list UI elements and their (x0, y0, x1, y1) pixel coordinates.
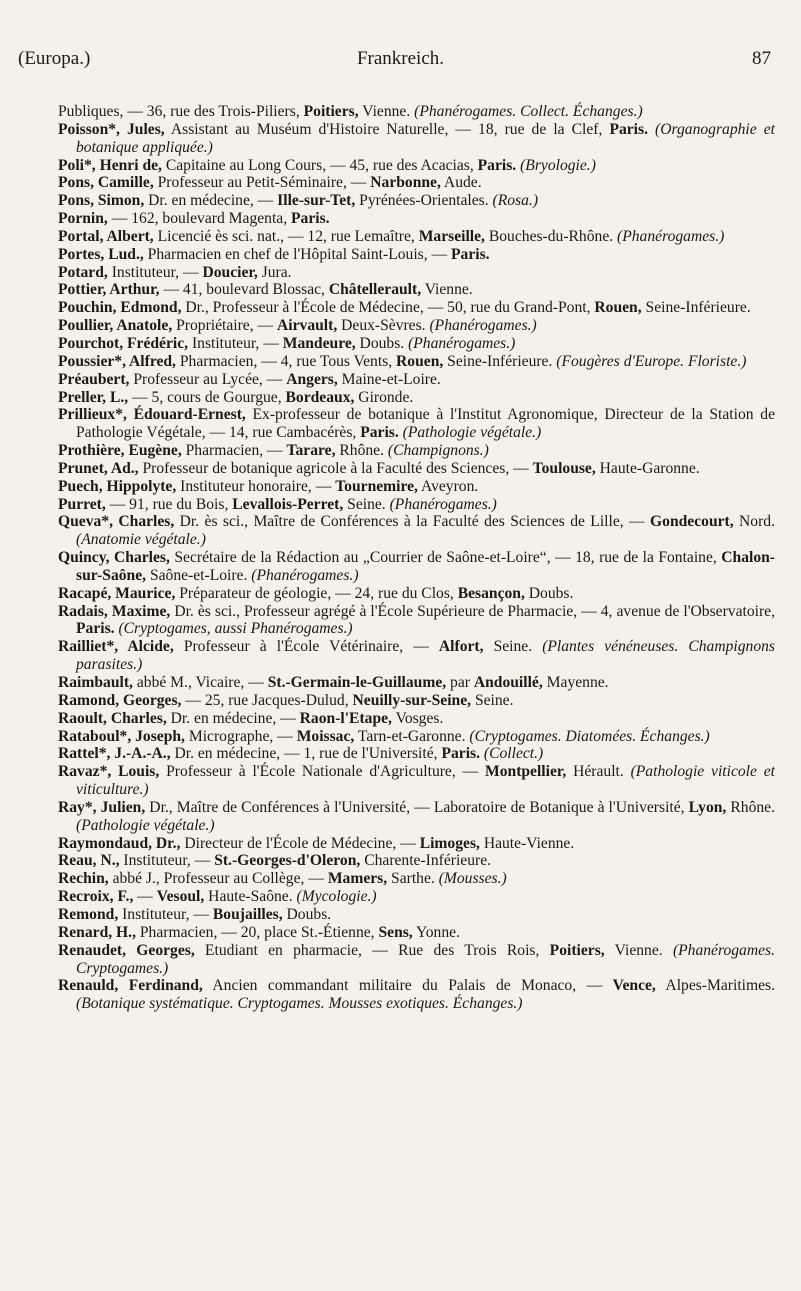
directory-entry (58, 264, 775, 282)
directory-entry (58, 406, 775, 442)
directory-entry (58, 460, 775, 478)
entry-name-or-place: Rouen, (594, 299, 642, 317)
entry-text: Instituteur, — (188, 334, 283, 352)
entry-text: Haute-Saône. (204, 888, 297, 906)
entry-specialty: (Plantes vénéneuses. Champignons parasites.) (76, 638, 775, 674)
entry-specialty: (Fougères d'Europe. Floriste.) (556, 352, 747, 370)
entry-name-or-place: Pornin, (58, 210, 108, 228)
directory-entry (58, 496, 775, 514)
entry-specialty: (Cryptogames. Diatomées. Échanges.) (469, 727, 710, 745)
entry-text: Ex-professeur de botanique à l'Institut Agronomique, Directeur de la Station de Pathologie Végétale, — 14, rue Cambacérès, (76, 406, 775, 442)
entry-name-or-place: Airvault, (277, 317, 338, 335)
directory-entry (58, 371, 775, 389)
entry-name-or-place: St.-Germain-le-Guillaume, (267, 674, 447, 691)
entry-text: Alpes-Maritimes. (655, 977, 775, 995)
entry-text (648, 121, 655, 138)
entry-text: Maine-et-Loire. (337, 370, 441, 388)
entry-text: — 162, boulevard Magenta, (107, 210, 292, 228)
entry-name-or-place: Paris. (76, 620, 115, 638)
entry-name-or-place: Remond, (58, 905, 119, 923)
entry-text: Sarthe. (387, 870, 439, 888)
entry-name-or-place: Sens, (378, 923, 413, 941)
entry-name-or-place: Renauld, Ferdinand, (58, 977, 203, 995)
entry-name-or-place: Rechin, (58, 870, 109, 888)
entry-text: abbé M., Vicaire, — (132, 674, 268, 691)
entry-name-or-place: Pottier, Arthur, (58, 281, 160, 299)
entry-text: Seine-Inférieure. (443, 352, 557, 370)
entry-text: Capitaine au Long Cours, — 45, rue des Acacias, (161, 156, 478, 174)
entry-name-or-place: Paris. (441, 745, 480, 763)
entry-name-or-place: Châtellerault, (328, 281, 422, 299)
entry-text: Saône-et-Loire. (146, 566, 252, 584)
entry-name-or-place: Ramond, Georges, (58, 691, 182, 709)
directory-entry (58, 513, 775, 549)
directory-entry (58, 638, 775, 674)
entry-text: Préparateur de géologie, — 24, rue du Clos, (175, 584, 458, 602)
entry-text: Bouches-du-Rhône. (484, 227, 618, 245)
entry-text: — 91, rue du Bois, (105, 495, 233, 513)
entry-name-or-place: Rattel*, J.-A.-A., (58, 745, 171, 763)
entry-text: Seine. (343, 495, 390, 513)
entry-text: Dr. en médecine, — (144, 192, 278, 210)
page-number: 87 (752, 48, 771, 69)
directory-entry (58, 281, 775, 299)
entry-name-or-place: Paris. (451, 245, 490, 263)
directory-entry (58, 174, 775, 192)
entry-name-or-place: Puech, Hippolyte, (58, 477, 177, 495)
entry-name-or-place: Levallois-Perret, (232, 495, 344, 513)
entry-name-or-place: Mandeure, (282, 334, 356, 352)
entry-text: Pharmacien, — 20, place St.-Étienne, (135, 923, 379, 941)
directory-entry (58, 192, 775, 210)
entry-text: Dr., Professeur à l'École de Médecine, — 50, rue du Grand-Pont, (181, 299, 595, 317)
entry-specialty: (Champignons.) (387, 442, 489, 460)
entry-text: Vienne. (604, 941, 673, 959)
entry-name-or-place: Rataboul*, Joseph, (58, 727, 185, 745)
entry-text: Instituteur, — (118, 905, 213, 923)
entry-text: Etudiant en pharmacie, — Rue des Trois Rois, (194, 941, 550, 959)
entry-specialty: (Organographie et botanique appliquée.) (76, 120, 775, 156)
entry-text: Secrétaire de la Rédaction au „Courrier de Saône-et-Loire“, — 18, rue de la Fontaine, (169, 549, 722, 567)
entry-specialty: (Phanérogames.) (251, 566, 359, 584)
entry-name-or-place: Preller, L., (58, 388, 129, 406)
directory-entry (58, 977, 775, 1013)
entry-specialty: (Collect.) (483, 745, 544, 763)
entry-name-or-place: Renaudet, Georges, (58, 941, 195, 959)
entry-name-or-place: Narbonne, (370, 174, 441, 192)
entry-text: Professeur à l'École Nationale d'Agriculture, — (159, 763, 485, 781)
directory-entry (58, 603, 775, 639)
entry-text: Vosges. (391, 709, 444, 727)
entry-specialty: (Cryptogames, aussi Phanérogames.) (118, 620, 353, 638)
entry-name-or-place: Poussier*, Alfred, (58, 352, 176, 370)
entry-name-or-place: Ille-sur-Tet, (277, 192, 356, 210)
entry-name-or-place: Potard, (58, 263, 108, 281)
directory-entry (58, 549, 775, 585)
entry-specialty: (Bryologie.) (520, 156, 596, 174)
entry-name-or-place: Andouillé, (473, 674, 543, 691)
entry-name-or-place: Railliet*, Alcide, (58, 638, 174, 656)
entry-text: Mayenne. (542, 674, 609, 691)
entry-specialty: (Phanérogames.) (408, 334, 516, 352)
directory-entry (58, 710, 775, 728)
entry-name-or-place: Poisson*, Jules, (58, 120, 165, 138)
entry-name-or-place: Raimbault, (58, 674, 133, 691)
entry-specialty: (Pathologie végétale.) (76, 816, 215, 834)
entry-name-or-place: Alfort, (438, 638, 484, 656)
entry-text: Professeur au Petit-Séminaire, — (153, 174, 371, 192)
directory-entry (58, 763, 775, 799)
entry-name-or-place: Toulouse, (532, 459, 596, 477)
entry-text: Doubs. (355, 334, 409, 352)
entry-text: Vienne. (358, 103, 415, 120)
directory-entry (58, 692, 775, 710)
entry-name-or-place: Prillieux*, Édouard-Ernest, (58, 406, 246, 424)
entry-name-or-place: Vence, (612, 977, 656, 995)
entry-text: Seine. (483, 638, 543, 656)
entry-name-or-place: Paris. (609, 120, 648, 138)
entry-text: Aude. (440, 174, 482, 192)
entry-name-or-place: Préaubert, (58, 370, 130, 388)
entry-name-or-place: Bordeaux, (285, 388, 355, 406)
entry-name-or-place: St.-Georges-d'Oleron, (214, 852, 361, 870)
entry-text: Doubs. (282, 905, 332, 923)
entry-text: Instituteur honoraire, — (176, 477, 336, 495)
entry-name-or-place: Portal, Albert, (58, 227, 154, 245)
directory-entry (58, 210, 775, 228)
directory-entry (58, 353, 775, 371)
directory-entry (58, 157, 775, 175)
entry-text: Yonne. (412, 923, 460, 941)
entry-specialty: (Phanérogames. Collect. Échanges.) (414, 103, 643, 120)
entry-specialty: (Pathologie viticole et viticulture.) (76, 763, 775, 799)
entry-text: Pharmacien, — 4, rue Tous Vents, (175, 352, 397, 370)
entry-name-or-place: Radais, Maxime, (58, 602, 171, 620)
directory-entry (58, 103, 775, 121)
directory-entry (58, 852, 775, 870)
entry-name-or-place: Prothière, Eugène, (58, 442, 182, 460)
entry-name-or-place: Chalon-sur-Saône, (76, 549, 775, 584)
header-region: (Europa.) (18, 48, 91, 69)
directory-entry (58, 942, 775, 978)
directory-entry (58, 728, 775, 746)
entry-text: Seine-Inférieure. (641, 299, 751, 317)
entry-text: Vienne. (421, 281, 473, 299)
entry-name-or-place: Quincy, Charles, (58, 549, 170, 567)
directory-entry (58, 835, 775, 853)
entry-text: Dr. ès sci., Maître de Conférences à la Faculté des Sciences de Lille, — (174, 513, 651, 531)
entry-specialty: (Phanérogames.) (389, 495, 497, 513)
directory-entry (58, 799, 775, 835)
entry-text: — 5, cours de Gourgue, (128, 388, 286, 406)
directory-entry (58, 317, 775, 335)
entry-text: Dr. en médecine, — (166, 709, 300, 727)
entry-text: abbé J., Professeur au Collège, — (108, 870, 328, 888)
entry-text: Micrographe, — (184, 727, 297, 745)
entry-text: Haute-Garonne. (595, 459, 700, 477)
entry-text: Propriétaire, — (172, 317, 278, 335)
entry-name-or-place: Raymondaud, Dr., (58, 834, 181, 852)
directory-entry (58, 745, 775, 763)
entry-text: Hérault. (566, 763, 631, 781)
entry-name-or-place: Poli*, Henri de, (58, 156, 162, 174)
entry-text: Professeur au Lycée, — (129, 370, 287, 388)
entry-name-or-place: Lyon, (688, 798, 727, 816)
entry-name-or-place: Neuilly-sur-Seine, (352, 691, 472, 709)
entry-specialty: (Botanique systématique. Cryptogames. Mousses exotiques. Échanges.) (76, 995, 523, 1013)
entry-text: Publiques, — 36, rue des Trois-Piliers, (58, 103, 304, 120)
entry-text: Rhône. (726, 798, 775, 816)
entry-name-or-place: Pons, Simon, (58, 192, 145, 210)
entry-name-or-place: Purret, (58, 495, 106, 513)
entry-name-or-place: Ravaz*, Louis, (58, 763, 160, 781)
entry-text: Licencié ès sci. nat., — 12, rue Lemaître, (153, 227, 419, 245)
entry-name-or-place: Raon-l'Etape, (299, 709, 392, 727)
directory-entry (58, 585, 775, 603)
entry-text: — (133, 888, 157, 906)
entry-text: Dr. ès sci., Professeur agrégé à l'École Supérieure de Pharmacie, — 4, avenue de l'Observatoire, (170, 602, 775, 620)
entry-text: Instituteur, — (119, 852, 215, 870)
entry-name-or-place: Pouchin, Edmond, (58, 299, 182, 317)
entry-text: Gironde. (354, 388, 414, 406)
entry-specialty: (Phanérogames.) (617, 227, 725, 245)
entry-text: Rhône. (335, 442, 388, 460)
entry-text: Pharmacien en chef de l'Hôpital Saint-Louis, — (143, 245, 452, 263)
entry-specialty: (Anatomie végétale.) (76, 531, 206, 549)
entry-text: par (446, 674, 474, 691)
entry-name-or-place: Paris. (477, 156, 517, 174)
entry-name-or-place: Marseille, (418, 227, 485, 245)
entry-specialty: (Phanérogames. Cryptogames.) (76, 941, 775, 977)
entry-name-or-place: Poullier, Anatole, (58, 317, 173, 335)
entry-name-or-place: Boujailles, (212, 905, 283, 923)
entry-name-or-place: Tarare, (286, 442, 336, 460)
directory-entry (58, 888, 775, 906)
entry-name-or-place: Recroix, F., (58, 888, 134, 906)
entry-text: Ancien commandant militaire du Palais de Monaco, — (202, 977, 613, 995)
directory-entry (58, 121, 775, 157)
directory-entry (58, 228, 775, 246)
entry-text: Doubs. (524, 584, 574, 602)
directory-entry (58, 389, 775, 407)
entry-name-or-place: Paris. (291, 210, 330, 228)
entry-text: — 41, boulevard Blossac, (159, 281, 329, 299)
entry-name-or-place: Poitiers, (549, 941, 605, 959)
entry-text: Seine. (471, 691, 514, 709)
entry-name-or-place: Rouen, (396, 352, 444, 370)
entry-name-or-place: Limoges, (419, 834, 480, 852)
entry-text: Pharmacien, — (181, 442, 287, 460)
entry-name-or-place: Prunet, Ad., (58, 459, 139, 477)
entry-name-or-place: Pourchot, Frédéric, (58, 334, 189, 352)
entry-name-or-place: Raoult, Charles, (58, 709, 167, 727)
entry-text: Charente-Inférieure. (360, 852, 492, 870)
entry-name-or-place: Racapé, Maurice, (58, 584, 176, 602)
entry-text: Pyrénées-Orientales. (355, 192, 493, 210)
entry-name-or-place: Moissac, (296, 727, 355, 745)
directory-entry (58, 924, 775, 942)
directory-entry (58, 299, 775, 317)
directory-entry (58, 870, 775, 888)
entry-specialty: (Pathologie végétale.) (402, 424, 542, 442)
directory-entry (58, 478, 775, 496)
directory-entries (58, 103, 775, 1013)
entry-text: Instituteur, — (107, 263, 203, 281)
entry-name-or-place: Paris. (360, 424, 399, 442)
directory-entry (58, 335, 775, 353)
directory-entry (58, 442, 775, 460)
entry-text: Dr., Maître de Conférences à l'Université, — Laboratoire de Botanique à l'Université, (145, 798, 689, 816)
entry-name-or-place: Mamers, (327, 870, 388, 888)
entry-name-or-place: Gondecourt, (650, 513, 734, 531)
directory-entry (58, 906, 775, 924)
entry-name-or-place: Besançon, (457, 584, 525, 602)
entry-specialty: (Mycologie.) (296, 888, 377, 906)
entry-name-or-place: Queva*, Charles, (58, 513, 175, 531)
entry-text: Tarn-et-Garonne. (354, 727, 470, 745)
entry-text: Dr. en médecine, — 1, rue de l'Université, (170, 745, 442, 763)
entry-name-or-place: Vesoul, (156, 888, 205, 906)
entry-text: Aveyron. (417, 477, 479, 495)
entry-name-or-place: Renard, H., (58, 923, 136, 941)
entry-text: Professeur à l'École Vétérinaire, — (173, 638, 439, 656)
entry-text: Haute-Vienne. (479, 834, 575, 852)
entry-name-or-place: Portes, Lud., (58, 245, 144, 263)
entry-text: Deux-Sèvres. (337, 317, 430, 335)
entry-name-or-place: Doucier, (202, 263, 258, 281)
entry-specialty: (Rosa.) (492, 192, 539, 210)
entry-text: — 25, rue Jacques-Dulud, (181, 691, 353, 709)
entry-name-or-place: Angers, (286, 370, 338, 388)
entry-text: Nord. (733, 513, 775, 531)
entry-text: Jura. (257, 263, 292, 281)
entry-name-or-place: Tournemire, (335, 477, 418, 495)
entry-name-or-place: Poitiers, (303, 103, 359, 120)
entry-name-or-place: Reau, N., (58, 852, 120, 870)
entry-specialty: (Mousses.) (438, 870, 507, 888)
entry-name-or-place: Pons, Camille, (58, 174, 154, 192)
entry-text: Assistant au Muséum d'Histoire Naturelle, — 18, rue de la Clef, (164, 120, 610, 138)
entry-specialty: (Phanérogames.) (429, 317, 537, 335)
directory-entry (58, 246, 775, 264)
header-country: Frankreich. (356, 48, 445, 69)
entry-text: Directeur de l'École de Médecine, — (180, 834, 420, 852)
entry-name-or-place: Montpellier, (485, 763, 567, 781)
directory-entry (58, 674, 775, 692)
entry-text: Professeur de botanique agricole à la Faculté des Sciences, — (138, 459, 533, 477)
entry-name-or-place: Ray*, Julien, (58, 798, 146, 816)
